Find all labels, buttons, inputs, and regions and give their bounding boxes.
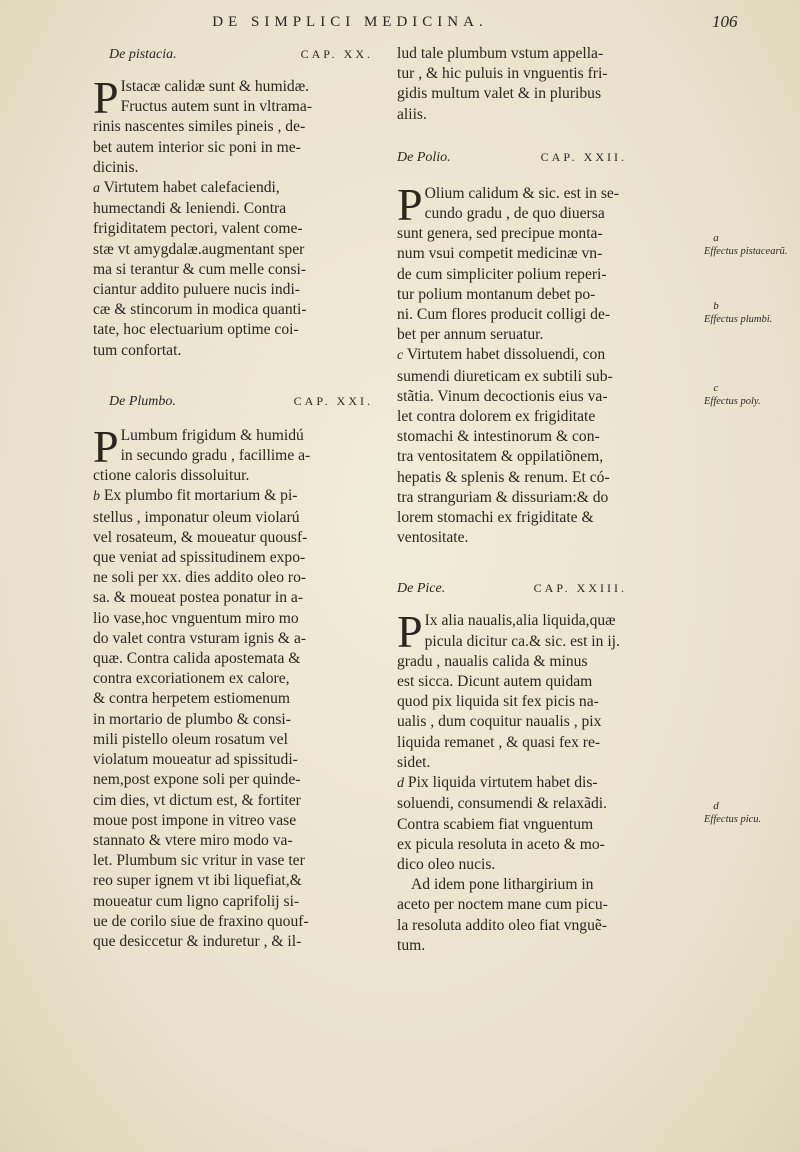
left-column [93, 44, 383, 952]
margin-letter: a [713, 232, 719, 244]
drop-cap: P [93, 72, 119, 123]
text-line: aceto per noctem mane cum picu- [397, 896, 608, 914]
text-line: que desiccetur & induretur , & il- [93, 932, 302, 950]
text-line: sidet. [397, 753, 431, 771]
right-column [397, 44, 687, 956]
text-line: stannato & vtere miro modo va- [93, 831, 293, 849]
paragraph-polio-1 [397, 178, 687, 346]
chapter-number: CAP. XXI. [293, 393, 373, 408]
note-letter: c [397, 348, 404, 364]
text-line: ex picula resoluta in aceto & mo- [397, 835, 605, 853]
margin-letter: c [713, 382, 719, 394]
text-line: est sicca. Dicunt autem quidam [397, 673, 593, 691]
text-line: picula dicitur ca.& sic. est in ij. [424, 632, 620, 650]
text-line: gidis multum valet & in pluribus [397, 85, 602, 103]
text-line: rinis nascentes similes pineis , de- [93, 118, 306, 136]
text-line: Fructus autem sunt in vltrama- [120, 98, 313, 116]
text-line: hepatis & splenis & renum. Et có- [397, 468, 610, 486]
margin-note-text: Effectus poly. [704, 396, 761, 407]
text-line: dicinis. [93, 158, 139, 176]
text-line: la resoluta addito oleo fiat vnguẽ- [397, 916, 608, 934]
text-line: aliis. [397, 105, 427, 123]
text-line: tra stranguriam & dissuriam:& do [397, 488, 609, 506]
note-letter: a [93, 181, 100, 197]
text-line: moue post impone in vitreo vase [93, 811, 297, 829]
text-line: do valet contra vsturam ignis & a- [93, 629, 307, 647]
text-line: quæ. Contra calida apostemata & [93, 650, 301, 668]
text-line: mili pistello oleum rosatum vel [93, 730, 288, 748]
text-line: stæ vt amygdalæ.augmentant sper [93, 240, 305, 258]
text-line: num vsui competit medicinæ vn- [397, 245, 603, 263]
margin-note-text: Effectus picu. [704, 814, 762, 825]
text-line: de cum simpliciter polium reperi- [397, 265, 607, 283]
drop-cap: P [397, 606, 423, 658]
paragraph-polio-2 [397, 345, 687, 548]
running-title: DE SIMPLICI MEDICINA. [212, 14, 488, 30]
text-line: Istacæ calidæ sunt & humidæ. [120, 78, 310, 95]
text-line: frigiditatem pectori, valent come- [93, 220, 303, 238]
text-line: sa. & moueat postea ponatur in a- [93, 589, 304, 607]
text-line: ciantur addito puluere nucis indi- [93, 281, 300, 299]
text-line: sunt genera, sed precipue monta- [397, 225, 603, 243]
text-line: lorem stomachi ex frigiditate & [397, 509, 594, 527]
text-line: gradu , naualis calida & minus [397, 652, 588, 670]
text-line: bet autem interior sic poni in me- [93, 138, 301, 156]
text-line: Pix liquida virtutem habet dis- [407, 774, 598, 792]
text-line: lio vase,hoc vnguentum miro mo [93, 609, 299, 627]
text-line: Ex plumbo fit mortarium & pi- [103, 487, 298, 505]
text-line: Virtutem habet dissoluendi, con [406, 346, 606, 364]
margin-note-pistacia [704, 232, 794, 258]
text-line: Olium calidum & sic. est in se- [424, 184, 620, 202]
text-line: in mortario de plumbo & consi- [93, 710, 291, 728]
text-line: soluendi, consumendi & relaxãdi. [397, 795, 608, 813]
text-line: contra excoriationem ex calore, [93, 670, 290, 688]
text-line: tum. [397, 936, 426, 954]
text-line: stellus , imponatur oleum violarú [93, 508, 300, 526]
text-line: reo super ignem vt ibi liquefiat,& [93, 872, 302, 890]
text-line: cæ & stincorum in modica quanti- [93, 301, 307, 319]
text-line: liquida remanet , & quasi fex re- [397, 733, 601, 751]
margin-note-plumbo [704, 300, 794, 326]
text-line: humectandi & leniendi. Contra [93, 200, 287, 218]
note-letter: d [397, 776, 404, 792]
note-letter: b [93, 489, 100, 505]
text-line: tra ventositatem & oppilatiõnem, [397, 448, 604, 466]
chapter-title: De Pice. [397, 581, 446, 597]
text-line: stãtia. Vinum decoctionis eius va- [397, 387, 608, 405]
text-line: bet per annum seruatur. [397, 326, 544, 344]
text-line: sumendi diureticam ex subtili sub- [397, 367, 613, 385]
chapter-heading-plumbo [93, 391, 383, 412]
paragraph-plumbo-1 [93, 420, 383, 487]
margin-note-pice [704, 800, 794, 826]
text-line: Lumbum frigidum & humidú [120, 426, 304, 444]
chapter-heading-pistacia [93, 44, 383, 65]
text-line: & contra herpetem estiomenum [93, 690, 291, 708]
chapter-heading-polio [397, 147, 687, 168]
text-line: Contra scabiem fiat vnguentum [397, 815, 594, 833]
text-line: nem,post expone soli per quinde- [93, 771, 301, 789]
paragraph-pice-2 [397, 773, 687, 956]
text-line: in secundo gradu , facillime a- [120, 447, 311, 465]
text-line: let contra dolorem ex frigiditate [397, 408, 596, 426]
text-line: lud tale plumbum vstum appella- [397, 45, 604, 62]
text-line: cim dies, vt dictum est, & fortiter [93, 791, 301, 809]
paragraph-plumbo-continued [397, 44, 687, 125]
drop-cap: P [93, 420, 119, 472]
text-line: vel rosateum, & moueatur quousf- [93, 528, 308, 546]
chapter-title: De Polio. [397, 149, 451, 165]
drop-cap: P [397, 178, 423, 230]
text-line: quod pix liquida sit fex picis na- [397, 693, 599, 711]
text-line: moueatur cum ligno caprifolij si- [93, 892, 300, 910]
paragraph-pistacia-2 [93, 178, 383, 361]
text-line: ctione caloris dissoluitur. [93, 467, 250, 485]
chapter-number: CAP. XXIII. [533, 581, 627, 596]
text-line: let. Plumbum sic vritur in vase ter [93, 852, 305, 870]
page-number: 106 [712, 12, 738, 31]
paragraph-plumbo-2 [93, 486, 383, 952]
margin-note-text: Effectus pistacearũ. [704, 246, 788, 257]
text-line: tate, hoc electuarium optime coi- [93, 321, 299, 339]
text-line: que veniat ad spissitudinem expo- [93, 549, 306, 567]
text-line: violatum moueatur ad spissitudi- [93, 751, 298, 769]
text-line: Virtutem habet calefaciendi, [103, 179, 280, 197]
chapter-number: CAP. XXII. [540, 149, 627, 164]
chapter-title: De Plumbo. [109, 393, 176, 409]
text-line: Ad idem pone lithargirium in [411, 876, 594, 894]
text-line: ma si terantur & cum melle consi- [93, 260, 307, 278]
margin-letter: d [713, 800, 719, 812]
margin-note-polio [704, 382, 794, 408]
chapter-number: CAP. XX. [300, 47, 373, 61]
text-line: cundo gradu , de quo diuersa [424, 205, 605, 223]
chapter-heading-pice [397, 578, 687, 599]
margin-letter: b [713, 300, 719, 312]
text-line: ventositate. [397, 529, 469, 547]
text-line: ue de corilo siue de fraxino quouf- [93, 912, 309, 930]
text-line: ni. Cum flores producit colligi de- [397, 306, 611, 324]
paragraph-pice-1 [397, 606, 687, 773]
paragraph-pistacia-1 [93, 72, 383, 178]
text-line: ualis , dum coquitur naualis , pix [397, 713, 602, 731]
text-line: stomachi & intestinorum & con- [397, 428, 600, 446]
text-line: dico oleo nucis. [397, 855, 496, 873]
text-line: tur polium montanum debet po- [397, 285, 596, 303]
text-line: ne soli per xx. dies addito oleo ro- [93, 569, 307, 587]
text-line: Ix alia naualis,alia liquida,quæ [424, 612, 616, 630]
margin-note-text: Effectus plumbi. [704, 314, 773, 325]
chapter-title: De pistacia. [109, 47, 177, 62]
text-line: tur , & hic puluis in vnguentis fri- [397, 65, 608, 83]
text-line: tum confortat. [93, 341, 182, 359]
